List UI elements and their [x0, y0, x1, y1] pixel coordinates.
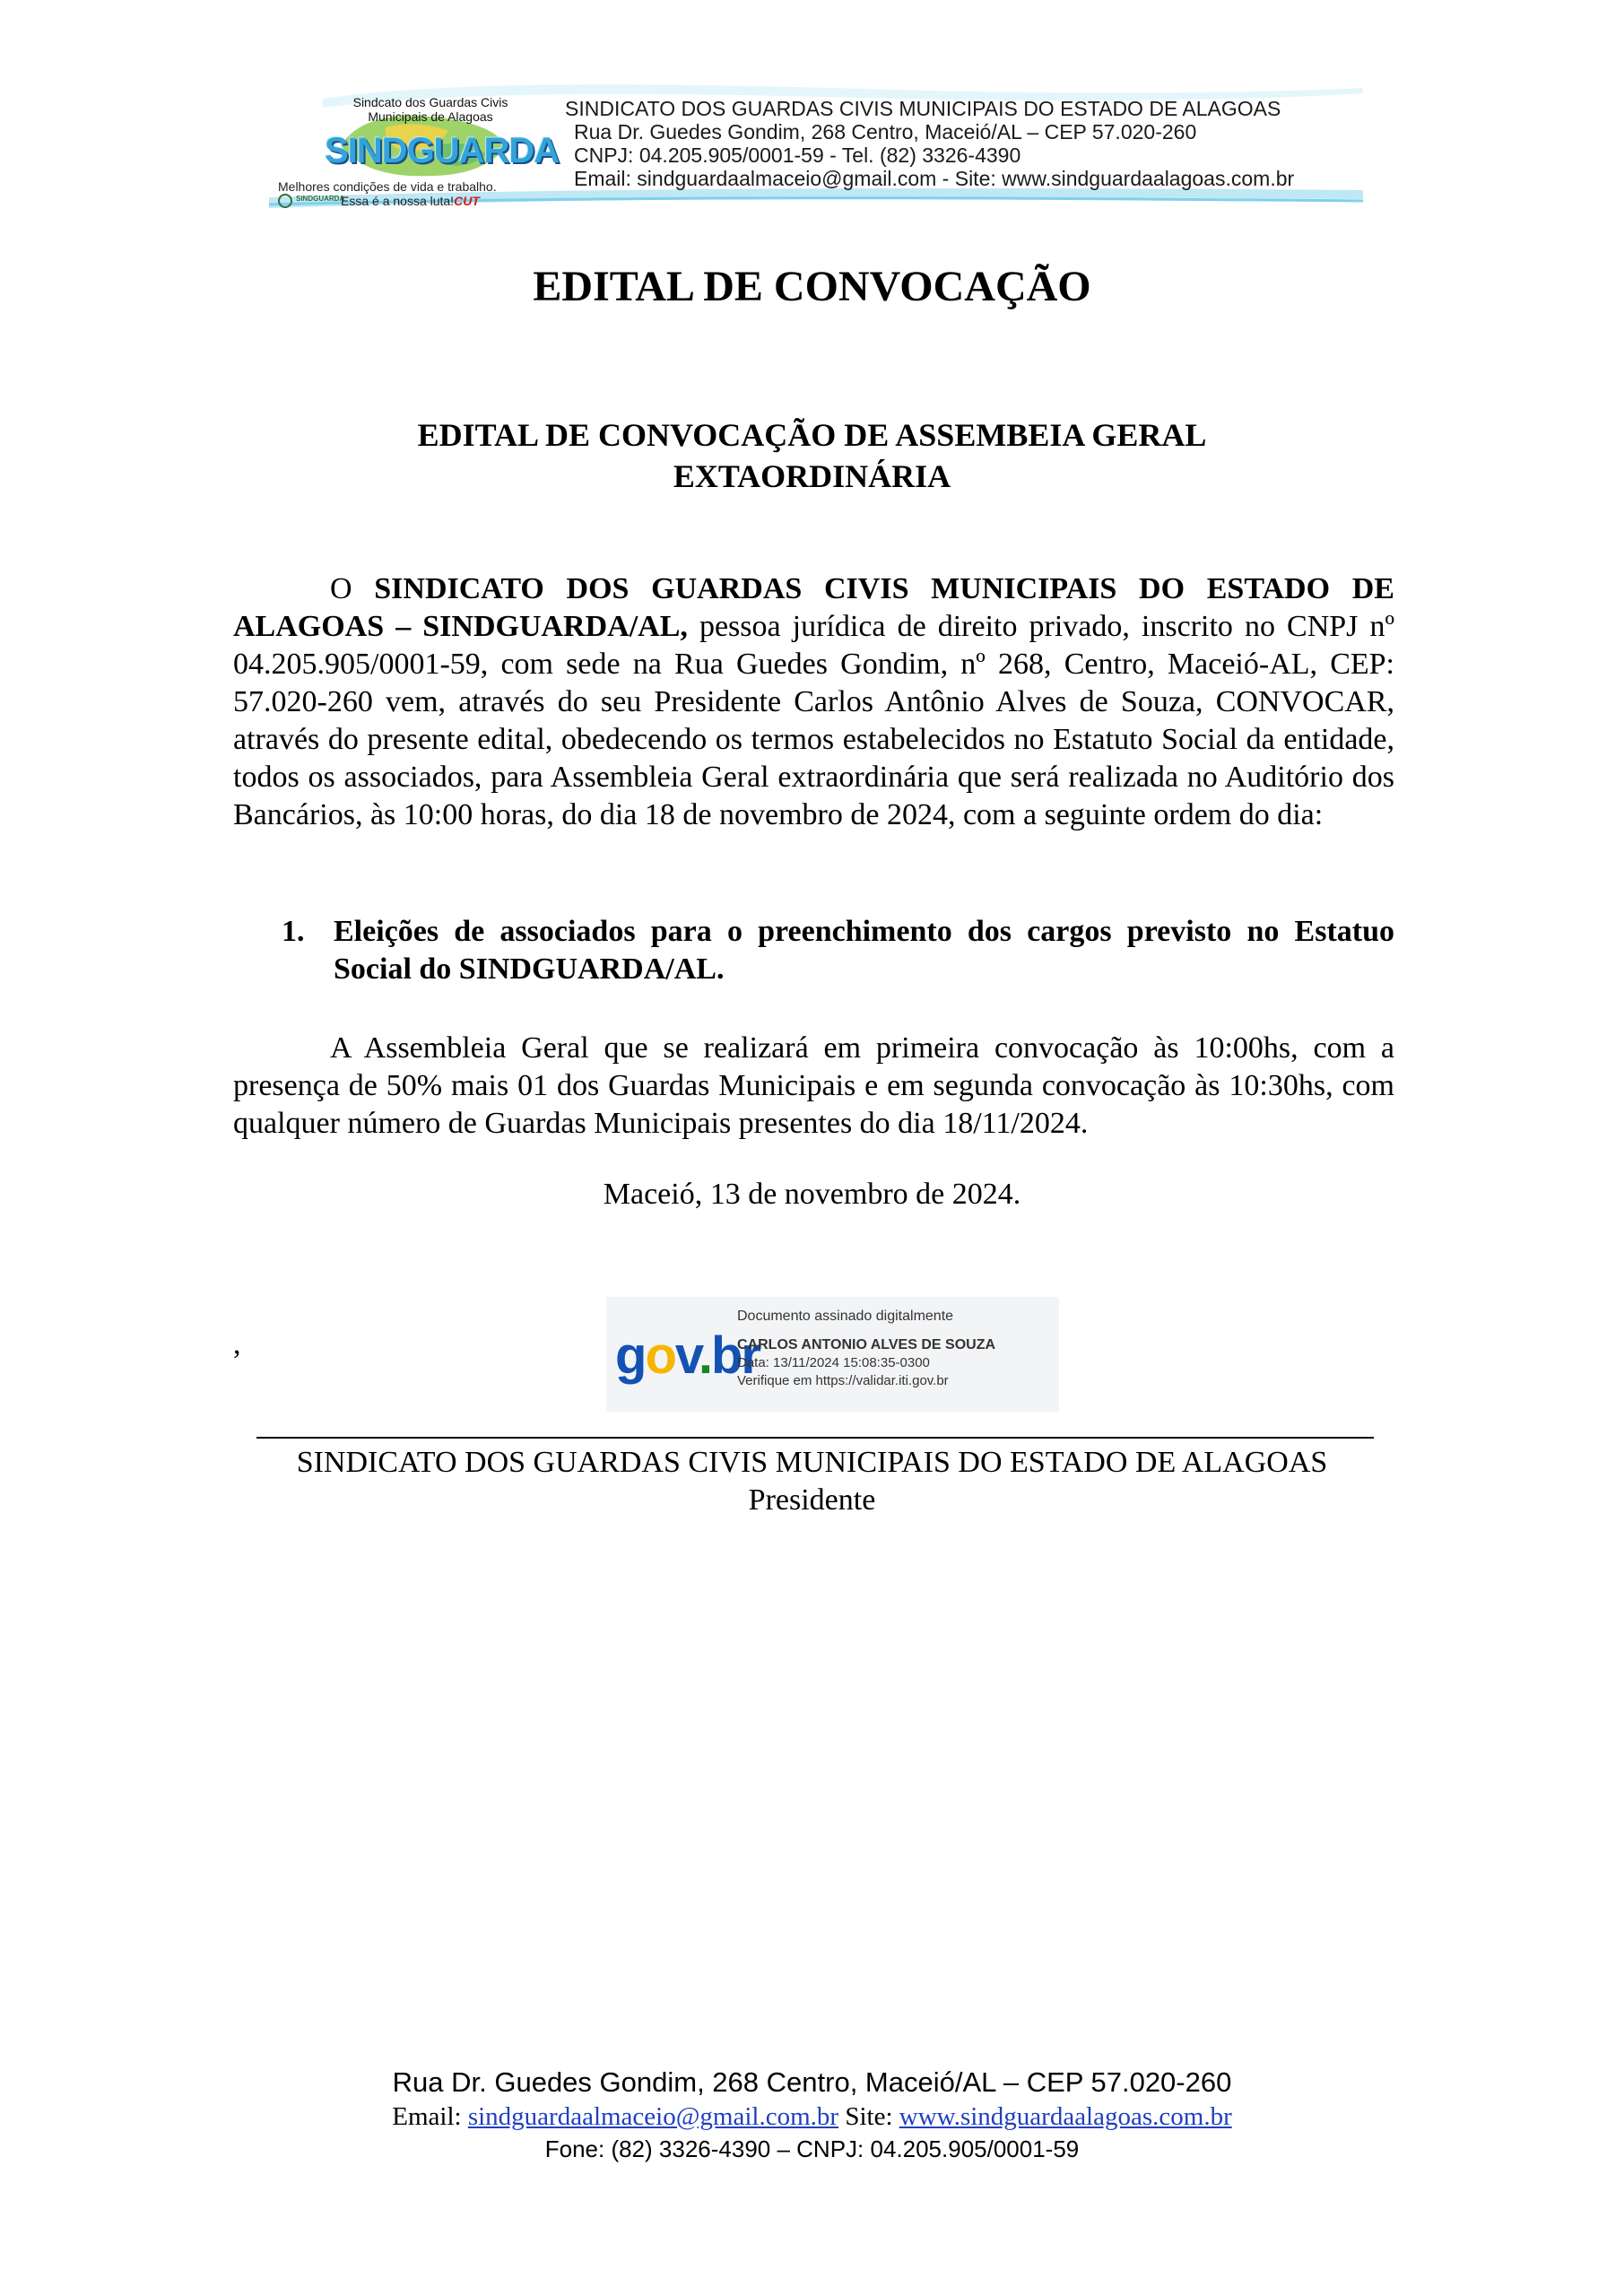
logo-seal-label: SINDGUARDA: [296, 195, 345, 203]
paragraph-quorum: [233, 1030, 1394, 1143]
stamp-header: Documento assinado digitalmente: [737, 1309, 954, 1324]
logo-slogan1: Melhores condições de vida e trabalho.: [278, 179, 497, 194]
signature-org: SINDICATO DOS GUARDAS CIVIS MUNICIPAIS DO ESTADO DE ALAGOAS: [296, 1446, 1328, 1479]
signature-role: Presidente: [748, 1483, 876, 1517]
agenda-item-number: 1.: [282, 915, 305, 948]
logo-top-text: [314, 95, 547, 124]
letterhead-address: Rua Dr. Guedes Gondim, 268 Centro, Maceió/AL – CEP 57.020-260: [574, 120, 1197, 144]
govbr-logo-br: br: [710, 1326, 760, 1385]
paragraph1-org: SINDICATO DOS GUARDAS CIVIS MUNICIPAIS DO ESTADO DE ALAGOAS – SINDGUARDA/AL,: [233, 572, 1394, 643]
footer-site-link[interactable]: www.sindguardaalagoas.com.br: [899, 2102, 1232, 2131]
stray-comma: ,: [233, 1327, 241, 1361]
paragraph1-rest: pessoa jurídica de direito privado, inscrito no CNPJ nº 04.205.905/0001-59, com sede na Rua Guedes Gondim, nº 268, Centro, Maceió-AL, CEP: 57.020-260 vem, através do seu Presidente Carlos Antônio Alves de Souza, CONVOCAR, através do presente edital, obedecendo os termos estabelecidos no Estatuto Social da entidade, todos os associados, para Assembleia Geral extraordinária que será realizada no Auditório dos Bancários, às 10:00 horas, do dia 18 de novembro de 2024, com a seguinte ordem do dia:: [233, 610, 1395, 831]
footer-address: Rua Dr. Guedes Gondim, 268 Centro, Maceió/AL – CEP 57.020-260: [392, 2066, 1232, 2098]
date-line: Maceió, 13 de novembro de 2024.: [603, 1178, 1021, 1211]
footer: [0, 2065, 1624, 2165]
footer-phone-cnpj: Fone: (82) 3326-4390 – CNPJ: 04.205.905/0001-59: [544, 2135, 1080, 2162]
seal-icon: [278, 194, 292, 208]
letterhead-org-name: SINDICATO DOS GUARDAS CIVIS MUNICIPAIS DO ESTADO DE ALAGOAS: [565, 97, 1281, 120]
subtitle-line2: EXTAORDINÁRIA: [673, 458, 951, 494]
letterhead: [269, 81, 1363, 215]
govbr-logo-dot: .: [698, 1326, 711, 1385]
stamp-date: Data: 13/11/2024 15:08:35-0300: [737, 1355, 930, 1370]
stamp-verify: Verifique em https://validar.iti.gov.br: [737, 1373, 949, 1388]
digital-signature-stamp: [606, 1297, 1059, 1412]
govbr-logo-g: g: [615, 1326, 646, 1385]
paragraph1-lead: O: [330, 572, 375, 605]
signature-line: [256, 1437, 1374, 1439]
letterhead-cnpj-phone: CNPJ: 04.205.905/0001-59 - Tel. (82) 3326-4390: [574, 144, 1021, 167]
document-title: EDITAL DE CONVOCAÇÃO: [533, 263, 1091, 310]
footer-contact: [0, 2100, 1624, 2133]
footer-site-label: Site:: [838, 2102, 899, 2131]
sindguarda-logo: [278, 90, 565, 211]
stamp-info: [737, 1308, 995, 1390]
letterhead-text: [565, 97, 1294, 190]
letterhead-email-site: Email: sindguardaalmaceio@gmail.com - Site: www.sindguardaalagoas.com.br: [574, 167, 1295, 190]
stamp-signer-name: CARLOS ANTONIO ALVES DE SOUZA: [737, 1337, 996, 1352]
footer-email-label: Email:: [392, 2102, 468, 2131]
agenda-item-text: Eleições de associados para o preenchimento dos cargos previsto no Estatuo Social do SINDGUARDA/AL.: [334, 915, 1394, 986]
logo-top-line1: Sindcato dos Guardas Civis: [352, 95, 508, 109]
footer-email-link[interactable]: sindguardaalmaceio@gmail.com.br: [467, 2102, 839, 2131]
logo-top-line2: Municipais de Alagoas: [368, 109, 493, 124]
logo-slogan2-row: [341, 194, 480, 208]
subtitle-line1: EDITAL DE CONVOCAÇÃO DE ASSEMBEIA GERAL: [417, 417, 1207, 453]
document-subtitle: [0, 414, 1624, 497]
paragraph-convocation: [233, 570, 1394, 834]
govbr-logo-v: v: [674, 1326, 699, 1385]
govbr-logo-o: o: [645, 1326, 675, 1385]
cut-logo: CUT: [454, 194, 480, 208]
logo-wordmark: SINDGUARDA: [325, 131, 560, 170]
paragraph2-text: A Assembleia Geral que se realizará em primeira convocação às 10:00hs, com a presença de 50% mais 01 dos Guardas Municipais e em segunda convocação às 10:30hs, com qualquer número de Guardas Municipais presentes do dia 18/11/2024.: [233, 1031, 1394, 1140]
logo-slogan2: Essa é a nossa luta!: [341, 194, 455, 208]
